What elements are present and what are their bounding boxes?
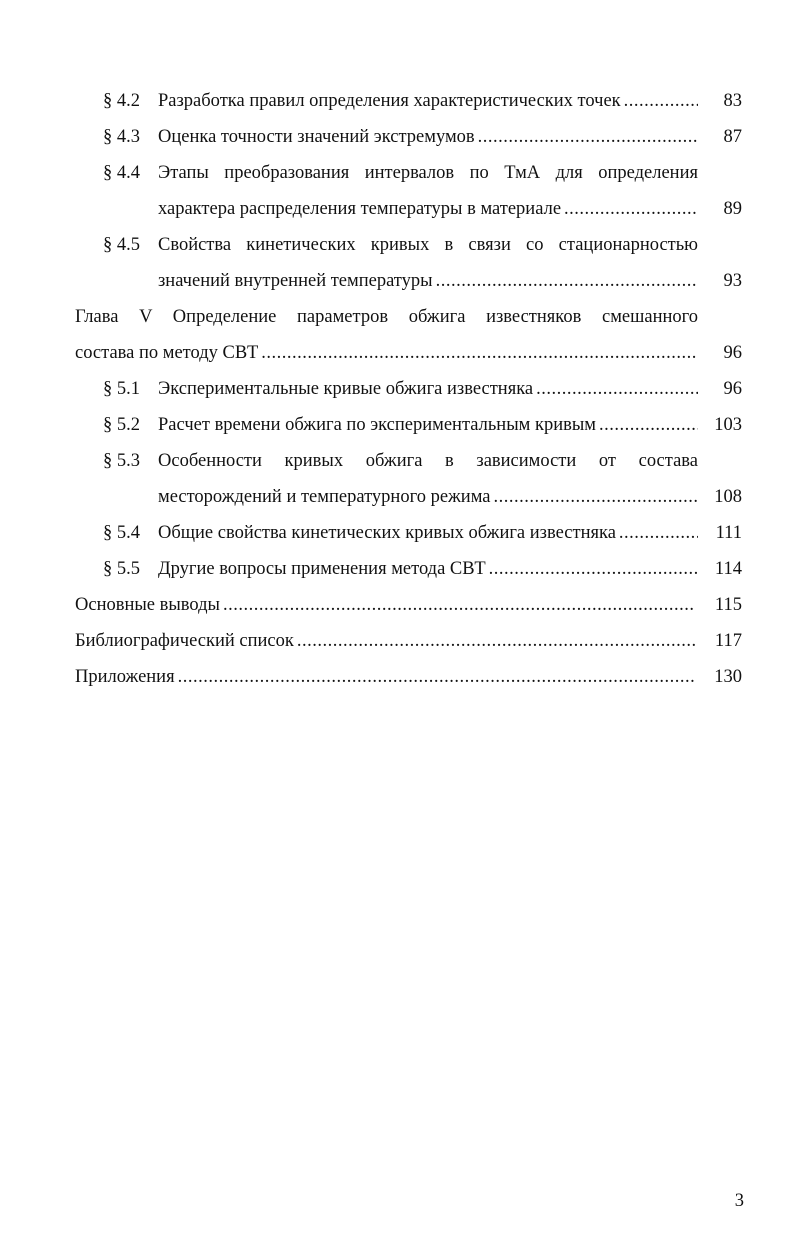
section-title: Разработка правил определения характеристических точек xyxy=(158,91,621,111)
section-title: Экспериментальные кривые обжига известняка xyxy=(158,379,534,399)
toc-entry-5-4 xyxy=(0,520,795,546)
toc-entry-5-2 xyxy=(0,412,795,438)
chapter-title-line2: состава по методу СВТ xyxy=(75,343,259,363)
toc-appendices xyxy=(0,664,795,690)
leader-line xyxy=(158,520,698,546)
leader-line xyxy=(75,628,695,654)
page-ref: 93 xyxy=(723,271,742,291)
toc-entry-4-3 xyxy=(0,124,795,150)
toc-bibliography xyxy=(0,628,795,654)
entry-title: Основные выводы xyxy=(75,595,220,615)
leader-line xyxy=(158,124,698,150)
toc-conclusions xyxy=(0,592,795,618)
page-ref: 114 xyxy=(714,559,742,579)
section-number: § 4.2 xyxy=(103,91,140,111)
section-number: § 5.1 xyxy=(103,379,140,399)
section-number: § 5.5 xyxy=(103,559,140,579)
toc-entry-5-1 xyxy=(0,376,795,402)
toc-entry-5-3 xyxy=(0,448,795,474)
leader-line xyxy=(158,268,698,294)
section-title-line2: значений внутренней температуры xyxy=(158,271,433,291)
section-number: § 5.4 xyxy=(103,523,140,543)
toc-entry-4-2 xyxy=(0,88,795,114)
toc-entry-4-5-cont xyxy=(0,268,795,294)
page-ref: 108 xyxy=(714,487,742,507)
page-ref: 96 xyxy=(723,379,742,399)
section-number: § 4.5 xyxy=(103,235,140,255)
section-number: § 5.2 xyxy=(103,415,140,435)
entry-title: Приложения xyxy=(75,667,175,687)
page-ref: 130 xyxy=(714,667,742,687)
toc-chapter-5-cont xyxy=(0,340,795,366)
section-title: Расчет времени обжига по экспериментальным кривым xyxy=(158,415,596,435)
page-number: 3 xyxy=(734,1191,744,1211)
leader-line xyxy=(158,196,698,222)
chapter-title-line1: Глава V Определение параметров обжига известняков смешанного xyxy=(75,307,698,327)
leader-line xyxy=(158,484,698,510)
leader-line xyxy=(158,412,698,438)
leader-line xyxy=(158,376,698,402)
section-title: Другие вопросы применения метода СВТ xyxy=(158,559,486,579)
section-title: Общие свойства кинетических кривых обжига известняка xyxy=(158,523,616,543)
page-ref: 115 xyxy=(714,595,742,615)
section-title-line2: месторождений и температурного режима xyxy=(158,487,491,507)
leader-line xyxy=(158,556,698,582)
leader-line xyxy=(158,88,698,114)
section-title-line1: Особенности кривых обжига в зависимости от состава xyxy=(158,451,698,471)
page-ref: 103 xyxy=(714,415,742,435)
toc-entry-4-5 xyxy=(0,232,795,258)
section-title-line1: Свойства кинетических кривых в связи со стационарностью xyxy=(158,235,698,255)
page-ref: 96 xyxy=(723,343,742,363)
page-ref: 83 xyxy=(723,91,742,111)
toc-entry-4-4-cont xyxy=(0,196,795,222)
section-title-line2: характера распределения температуры в материале xyxy=(158,199,562,219)
toc-entry-5-3-cont xyxy=(0,484,795,510)
section-title-line1: Этапы преобразования интервалов по ТмА для определения xyxy=(158,163,698,183)
page-ref: 89 xyxy=(723,199,742,219)
toc-chapter-5 xyxy=(0,304,795,330)
page-ref: 111 xyxy=(715,523,742,543)
section-title: Оценка точности значений экстремумов xyxy=(158,127,475,147)
entry-title: Библиографический список xyxy=(75,631,294,651)
toc-entry-4-4 xyxy=(0,160,795,186)
leader-line xyxy=(75,664,695,690)
leader-line xyxy=(75,592,695,618)
leader-line xyxy=(75,340,698,366)
page-ref: 87 xyxy=(723,127,742,147)
section-number: § 5.3 xyxy=(103,451,140,471)
page-ref: 117 xyxy=(714,631,742,651)
section-number: § 4.4 xyxy=(103,163,140,183)
toc-entry-5-5 xyxy=(0,556,795,582)
section-number: § 4.3 xyxy=(103,127,140,147)
